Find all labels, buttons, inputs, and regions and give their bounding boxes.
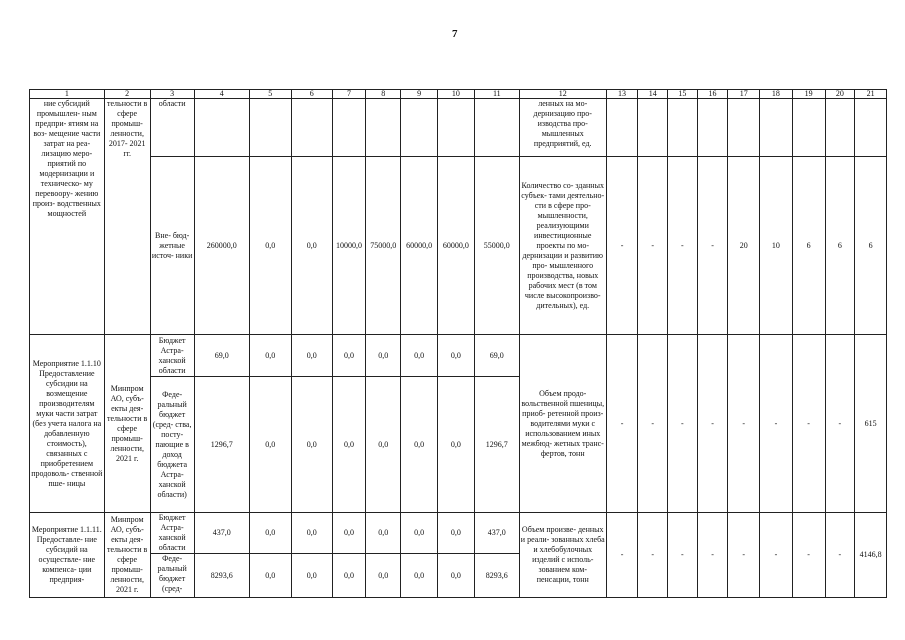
- value-cell: 0,0: [332, 554, 366, 598]
- header-cell: 4: [194, 90, 249, 99]
- target-cell: -: [792, 513, 825, 598]
- target-cell: -: [760, 335, 793, 513]
- value-cell: 0,0: [401, 554, 438, 598]
- header-cell: 8: [366, 90, 401, 99]
- target-cell: -: [606, 335, 638, 513]
- value-cell: 8293,6: [474, 554, 519, 598]
- table-row: [30, 513, 887, 554]
- target-cell: 20: [728, 157, 760, 335]
- value-cell: 10000,0: [332, 157, 366, 335]
- indicator-cell: Количество со- зданных субъек- тами деятельно- сти в сфере про- мышленности, реализующими инвестиционные проекты по мо- дернизации и развитию про- мышленного производства, новых рабочих мест (в том числе высокопроизво- дительных), ед.: [519, 157, 606, 335]
- funding-source-cell: Бюджет Астра- ханской области: [150, 513, 194, 554]
- measure-name-cell: Мероприятие 1.1.10 Предоставление субсидии на возмещение производителям муки части затрат (без учета налога на добавленную стоимость), связанных с приобретением продоволь- ственной пше- ницы: [30, 335, 105, 513]
- header-cell: 6: [291, 90, 332, 99]
- value-cell: 0,0: [249, 513, 291, 554]
- value-cell: 0,0: [291, 513, 332, 554]
- target-cell: -: [728, 335, 760, 513]
- target-cell: -: [668, 513, 698, 598]
- value-cell: 60000,0: [437, 157, 474, 335]
- target-cell: -: [697, 335, 728, 513]
- measure-name-cell: ние субсидий промышлен- ным предпри- ятиям на воз- мещение части затрат на реа- лизацию меро- приятий по модернизации и техническо- му перевоору- жению произ- водственных мощностей: [30, 99, 105, 335]
- value-cell: 0,0: [332, 335, 366, 377]
- value-cell: 60000,0: [401, 157, 438, 335]
- value-cell: 0,0: [291, 377, 332, 513]
- header-cell: 20: [825, 90, 855, 99]
- value-cell: 0,0: [291, 554, 332, 598]
- target-cell: 6: [792, 157, 825, 335]
- value-cell: 69,0: [194, 335, 249, 377]
- value-cell: 0,0: [249, 377, 291, 513]
- target-cell: -: [825, 513, 855, 598]
- funding-source-cell: Бюджет Астра- ханской области: [150, 335, 194, 377]
- executor-cell: Минпром АО, субъ- екты дея- тельности в сфере промыш- ленности, 2021 г.: [104, 335, 150, 513]
- value-cell: 0,0: [249, 157, 291, 335]
- value-cell: 0,0: [401, 513, 438, 554]
- target-cell: 4146,8: [855, 513, 887, 598]
- header-cell: 7: [332, 90, 366, 99]
- value-cell: 0,0: [366, 554, 401, 598]
- header-cell: 21: [855, 90, 887, 99]
- value-cell: 260000,0: [194, 157, 249, 335]
- value-cell: 0,0: [366, 513, 401, 554]
- target-cell: -: [697, 157, 728, 335]
- target-cell: -: [668, 157, 698, 335]
- target-cell: -: [638, 335, 668, 513]
- executor-cell: Минпром АО, субъ- екты дея- тельности в сфере промыш- ленности, 2021 г.: [104, 513, 150, 598]
- value-cell: 8293,6: [194, 554, 249, 598]
- page-number: 7: [452, 28, 458, 40]
- table-row: [30, 99, 887, 157]
- value-cell: 1296,7: [194, 377, 249, 513]
- target-cell: -: [638, 157, 668, 335]
- value-cell: 0,0: [401, 335, 438, 377]
- value-cell: 0,0: [401, 377, 438, 513]
- target-cell: -: [825, 335, 855, 513]
- header-cell: 14: [638, 90, 668, 99]
- value-cell: 0,0: [366, 377, 401, 513]
- header-cell: 15: [668, 90, 698, 99]
- value-cell: 0,0: [249, 335, 291, 377]
- value-cell: 69,0: [474, 335, 519, 377]
- header-cell: 11: [474, 90, 519, 99]
- header-cell: 13: [606, 90, 638, 99]
- indicator-cell: Объем продо- вольственной пшеницы, приоб- ретенной произ- водителями муки с использованием иных межбюд- жетных транс- фертов, тонн: [519, 335, 606, 513]
- header-cell: 3: [150, 90, 194, 99]
- budget-table: [29, 89, 887, 598]
- value-cell: 0,0: [366, 335, 401, 377]
- value-cell: 0,0: [332, 513, 366, 554]
- header-cell: 18: [760, 90, 793, 99]
- value-cell: 0,0: [437, 335, 474, 377]
- header-cell: 1: [30, 90, 105, 99]
- table-row: [30, 335, 887, 377]
- target-cell: -: [728, 513, 760, 598]
- target-cell: -: [697, 513, 728, 598]
- table-row: [30, 157, 887, 335]
- value-cell: 0,0: [249, 554, 291, 598]
- target-cell: 615: [855, 335, 887, 513]
- executor-cell: тельности в сфере промыш- ленности, 2017- 2021 гг.: [104, 99, 150, 335]
- target-cell: -: [760, 513, 793, 598]
- value-cell: 0,0: [291, 157, 332, 335]
- value-cell: 437,0: [474, 513, 519, 554]
- indicator-cell: ленных на мо- дернизацию про- изводства про- мышленных предприятий, ед.: [519, 99, 606, 157]
- value-cell: 0,0: [437, 554, 474, 598]
- header-cell: 12: [519, 90, 606, 99]
- funding-source-cell: Феде- ральный бюджет (сред-: [150, 554, 194, 598]
- target-cell: -: [606, 157, 638, 335]
- target-cell: 6: [855, 157, 887, 335]
- target-cell: 6: [825, 157, 855, 335]
- header-cell: 17: [728, 90, 760, 99]
- target-cell: -: [638, 513, 668, 598]
- measure-name-cell: Мероприятие 1.1.11. Предоставле- ние субсидий на осуществле- ние компенса- ции предприя-: [30, 513, 105, 598]
- header-row: [30, 90, 887, 99]
- header-cell: 9: [401, 90, 438, 99]
- target-cell: -: [606, 513, 638, 598]
- value-cell: 0,0: [437, 377, 474, 513]
- value-cell: 75000,0: [366, 157, 401, 335]
- value-cell: 55000,0: [474, 157, 519, 335]
- funding-source-cell: Феде- ральный бюджет (сред- ства, посту- пающие в доход бюджета Астра- ханской области): [150, 377, 194, 513]
- header-cell: 2: [104, 90, 150, 99]
- value-cell: 437,0: [194, 513, 249, 554]
- header-cell: 10: [437, 90, 474, 99]
- target-cell: -: [792, 335, 825, 513]
- value-cell: 0,0: [332, 377, 366, 513]
- header-cell: 5: [249, 90, 291, 99]
- value-cell: 0,0: [291, 335, 332, 377]
- funding-source-cell: области: [150, 99, 194, 157]
- header-cell: 16: [697, 90, 728, 99]
- value-cell: 1296,7: [474, 377, 519, 513]
- funding-source-cell: Вне- бюд- жетные источ- ники: [150, 157, 194, 335]
- header-cell: 19: [792, 90, 825, 99]
- target-cell: 10: [760, 157, 793, 335]
- target-cell: -: [668, 335, 698, 513]
- indicator-cell: Объем произве- денных и реали- зованных хлеба и хлебобулочных изделий с исполь- зованием ком- пенсации, тонн: [519, 513, 606, 598]
- value-cell: 0,0: [437, 513, 474, 554]
